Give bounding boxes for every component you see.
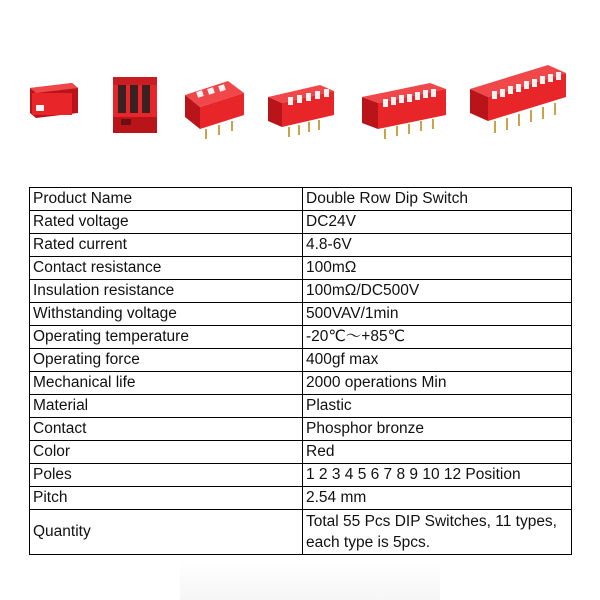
spec-row-contact-resistance: [30, 257, 572, 280]
spec-label: Rated voltage: [30, 211, 303, 234]
spec-label: Operating temperature: [30, 326, 303, 349]
switch-4-position-icon: [268, 85, 334, 137]
spec-row-poles: [30, 464, 572, 487]
spec-value: Phosphor bronze: [303, 418, 572, 441]
spec-label: Color: [30, 441, 303, 464]
spec-row-quantity: [30, 510, 572, 555]
spec-table: [29, 187, 572, 555]
spec-value: 1 2 3 4 5 6 7 8 9 10 12 Position: [303, 464, 572, 487]
spec-row-contact: [30, 418, 572, 441]
bottom-shadow: [180, 560, 440, 600]
spec-label: Pitch: [30, 487, 303, 510]
spec-label: Operating force: [30, 349, 303, 372]
switch-1-position-icon: [30, 83, 78, 118]
spec-value: 500VAV/1min: [303, 303, 572, 326]
spec-row-operating-force: [30, 349, 572, 372]
spec-row-material: [30, 395, 572, 418]
spec-row-operating-temperature: [30, 326, 572, 349]
switch-2-position-icon: [113, 77, 157, 133]
spec-label: Contact resistance: [30, 257, 303, 280]
product-photo-strip: [0, 55, 600, 155]
spec-label: Material: [30, 395, 303, 418]
spec-value: Double Row Dip Switch: [303, 188, 572, 211]
switch-3-position-icon: [185, 81, 244, 139]
spec-row-insulation-resistance: [30, 280, 572, 303]
spec-value: 2.54 mm: [303, 487, 572, 510]
spec-value: 100mΩ/DC500V: [303, 280, 572, 303]
spec-row-rated-voltage: [30, 211, 572, 234]
spec-label: Insulation resistance: [30, 280, 303, 303]
spec-label: Product Name: [30, 188, 303, 211]
switch-8-position-icon: [362, 83, 446, 139]
spec-value: Total 55 Pcs DIP Switches, 11 types, each type is 5pcs.: [303, 510, 572, 555]
spec-label: Mechanical life: [30, 372, 303, 395]
spec-row-product-name: [30, 188, 572, 211]
spec-row-rated-current: [30, 234, 572, 257]
spec-label: Poles: [30, 464, 303, 487]
spec-label: Contact: [30, 418, 303, 441]
spec-value: DC24V: [303, 211, 572, 234]
spec-value: 100mΩ: [303, 257, 572, 280]
spec-value: 4.8-6V: [303, 234, 572, 257]
spec-value: 2000 operations Min: [303, 372, 572, 395]
spec-value: Plastic: [303, 395, 572, 418]
spec-row-mechanical-life: [30, 372, 572, 395]
spec-label: Withstanding voltage: [30, 303, 303, 326]
spec-row-withstanding-voltage: [30, 303, 572, 326]
spec-label: Rated current: [30, 234, 303, 257]
spec-label: Quantity: [30, 510, 303, 555]
spec-value: Red: [303, 441, 572, 464]
switch-10-position-icon: [470, 65, 566, 133]
spec-value: -20℃～+85℃: [303, 326, 572, 349]
spec-row-pitch: [30, 487, 572, 510]
spec-value: 400gf max: [303, 349, 572, 372]
spec-row-color: [30, 441, 572, 464]
